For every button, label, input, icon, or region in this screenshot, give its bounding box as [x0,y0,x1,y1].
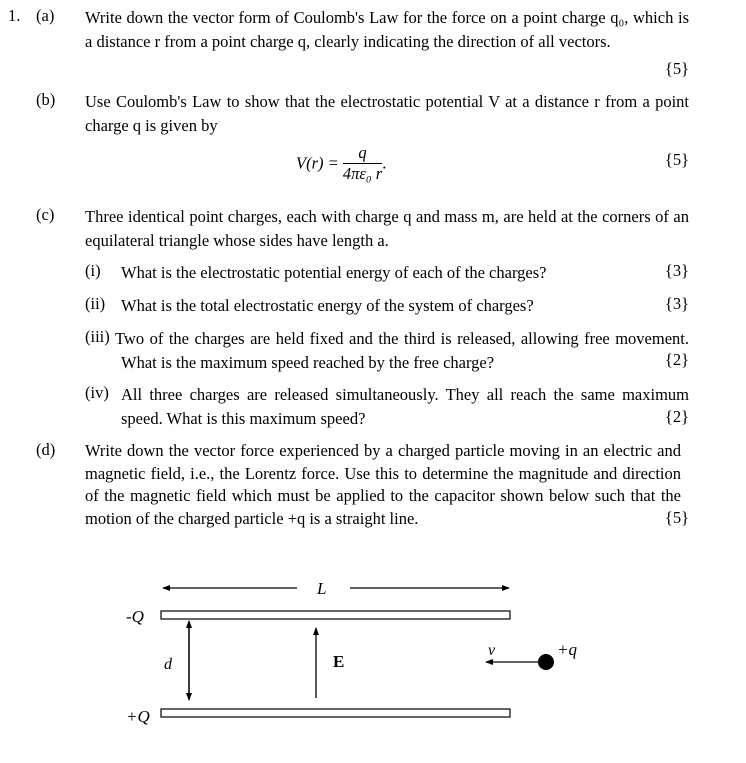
part-b-text: Use Coulomb's Law to show that the electrostatic potential V at a distance r from a point charge q is given by [85,92,689,135]
sub-i-label: (i) [85,261,101,280]
part-d-label: (d) [36,440,56,459]
part-c-text: Three identical point charges, each with charge q and mass m, are held at the corners of an equilateral triangle whose sides have length a. [85,207,689,250]
part-d-marks: {5} [664,508,689,527]
field-label: E [333,652,345,671]
part-b-marks: {5} [664,150,689,169]
sub-ii-marks: {3} [664,294,689,313]
part-c-label: (c) [36,205,55,224]
formula-numerator: q [343,143,382,164]
top-plate [161,611,510,619]
charged-particle [538,654,554,670]
sub-i-marks: {3} [664,261,689,280]
separation-label: d [164,656,172,673]
sub-iii-body: Two of the charges are held fixed and the third is released, allowing free movement. What is the maximum speed reached by the free charge? [115,329,689,372]
particle-label: +q [557,640,577,659]
length-label: L [317,579,327,598]
formula-lhs: V(r) = [296,153,339,173]
part-a-marks: {5} [664,59,689,78]
sub-iv-marks: {2} [664,407,689,426]
sub-iii-label: (iii) [85,327,110,346]
sub-iii-marks: {2} [664,350,689,369]
sub-ii-text: What is the total electrostatic energy of the system of charges? [121,296,534,315]
sub-iv-text: All three charges are released simultaneously. They all reach the same maximum speed. What is this maximum speed? [121,385,689,428]
part-d-text: Write down the vector force experienced by a charged particle moving in an electric and magnetic field, i.e., the Lorentz force. Use this to determine the magnitude and direction of the magnetic field which must be applied to the capacitor shown below such that the motion of the charged particle +q is a straight line. [85,441,681,528]
part-a-text: Write down the vector form of Coulomb's Law for the force on a point charge q₀, which is a distance r from a point charge q, clearly indicating the direction of all vectors. [85,8,689,51]
sub-iv-label: (iv) [85,383,109,402]
formula-period: . [382,153,387,173]
top-plate-label: -Q [126,607,144,626]
velocity-label: v [488,642,496,659]
sub-ii-label: (ii) [85,294,106,313]
sub-i-text: What is the electrostatic potential energy of each of the charges? [121,263,547,282]
question-number: 1. [8,6,21,25]
bottom-plate [161,709,510,717]
part-a-label: (a) [36,6,55,25]
bottom-plate-label: +Q [126,707,150,726]
part-b-label: (b) [36,90,56,109]
formula-denominator: 4πε₀ r [342,164,383,183]
